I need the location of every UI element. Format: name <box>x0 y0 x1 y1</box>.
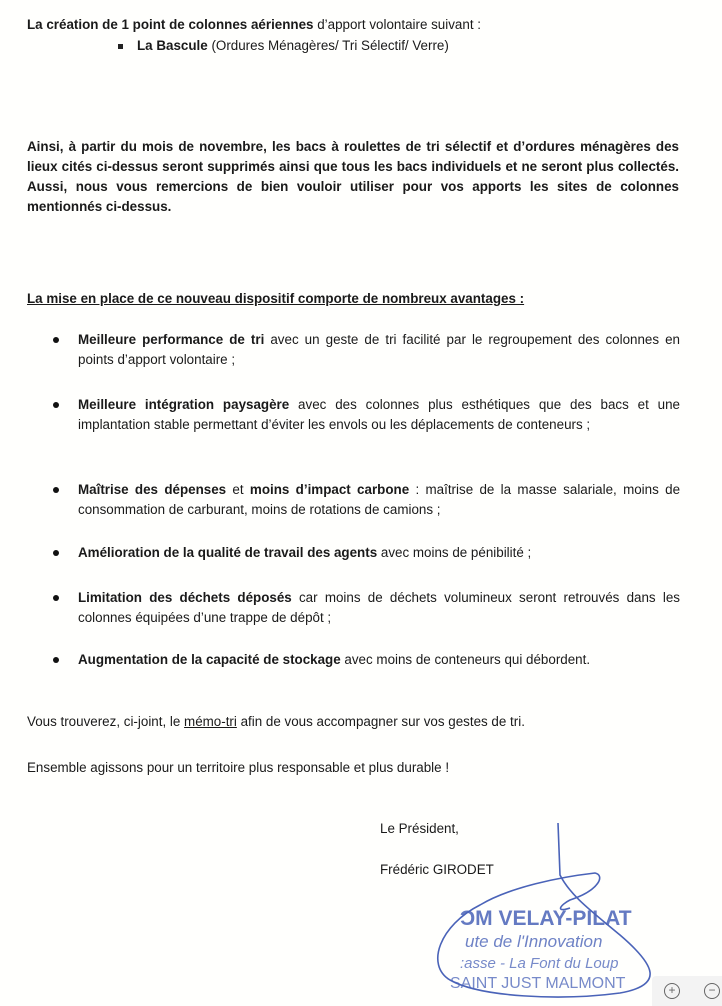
site-name: La Bascule <box>137 38 208 53</box>
stamp-line-2: ute de l'Innovation <box>465 932 603 951</box>
closing-text: afin de vous accompagner sur vos gestes de tri. <box>236 714 525 729</box>
closing-line-1 <box>27 712 679 732</box>
intro-rest: d’apport volontaire suivant : <box>313 17 481 32</box>
bullet-bold: Limitation des déchets déposés <box>78 590 292 605</box>
bullet-dot-icon <box>53 657 59 663</box>
main-paragraph: Ainsi, à partir du mois de novembre, les bacs à roulettes de tri sélectif et d’ordures ménagères des lieux cités ci-dessus seront supprimés ainsi que tous les bacs individuels et ne seront plus collectés. Aussi, nous vous remercions de bien vouloir utiliser pour vos apports les sites de colonnes mentionnés ci-dessus. <box>27 139 679 214</box>
advantages-heading <box>27 289 679 309</box>
bullet-dot-icon <box>53 595 59 601</box>
intro-bold: La création de 1 point de colonnes aériennes <box>27 17 314 32</box>
closing-line-2: Ensemble agissons pour un territoire plus responsable et plus durable ! <box>27 760 450 775</box>
signature-title: Le Président, <box>380 821 459 836</box>
bullet-bold: Meilleure intégration paysagère <box>78 397 290 412</box>
square-bullet-icon <box>118 44 123 49</box>
bullet-bold: Meilleure performance de tri <box>78 332 265 347</box>
bullet-text: avec des colonnes plus esthétiques que des bacs et une implantation stable permettant d’éviter les envols ou les déplacements de conteneurs ; <box>78 397 680 432</box>
stamp-line-1: ƆM VELAY-PILAT <box>460 907 632 930</box>
bullet-text: avec un geste de tri facilité par le regroupement des colonnes en points d’apport volontaire ; <box>78 332 680 367</box>
bullet-item <box>78 330 680 370</box>
bullet-item <box>78 650 680 670</box>
site-item <box>118 36 449 56</box>
bullet-bold: Amélioration de la qualité de travail des agents <box>78 545 378 560</box>
bullet-dot-icon <box>53 402 59 408</box>
stamp-line-4: SAINT JUST MALMONT <box>450 975 626 992</box>
bullet-text: : maîtrise de la masse salariale, moins de consommation de carburant, moins de rotations de camions ; <box>78 482 681 517</box>
bullet-text: car moins de déchets volumineux seront retrouvés dans les colonnes équipées d’une trappe de dépôt ; <box>78 590 680 625</box>
bullet-dot-icon <box>53 550 59 556</box>
advantages-heading-text: La mise en place de ce nouveau dispositif comporte de nombreux avantages : <box>27 291 525 306</box>
signature-name: Frédéric GIRODET <box>380 862 494 877</box>
bullet-dot-icon <box>53 337 59 343</box>
bullet-text: avec moins de pénibilité ; <box>377 545 532 560</box>
bullet-item <box>78 588 680 628</box>
intro-line <box>27 15 679 35</box>
official-stamp <box>420 815 680 1005</box>
bullet-text: et <box>226 482 250 497</box>
bullet-bold: Augmentation de la capacité de stockage <box>78 652 341 667</box>
bullet-bold: Maîtrise des dépenses <box>78 482 227 497</box>
bullet-dot-icon <box>53 487 59 493</box>
stamp-line-3: :asse - La Font du Loup <box>460 955 619 972</box>
site-types: (Ordures Ménagères/ Tri Sélectif/ Verre) <box>207 38 449 53</box>
bullet-text: avec moins de conteneurs qui débordent. <box>340 652 591 667</box>
bullet-item <box>78 543 680 563</box>
closing-text: Vous trouverez, ci-joint, le <box>27 714 185 729</box>
bullet-bold: moins d’impact carbone <box>249 482 410 497</box>
bullet-item <box>78 480 680 520</box>
zoom-in-icon[interactable]: + <box>664 983 680 999</box>
zoom-toolbar <box>652 976 722 1006</box>
memo-tri-link: mémo-tri <box>184 714 237 729</box>
zoom-out-icon[interactable]: − <box>704 983 720 999</box>
bullet-item <box>78 395 680 435</box>
